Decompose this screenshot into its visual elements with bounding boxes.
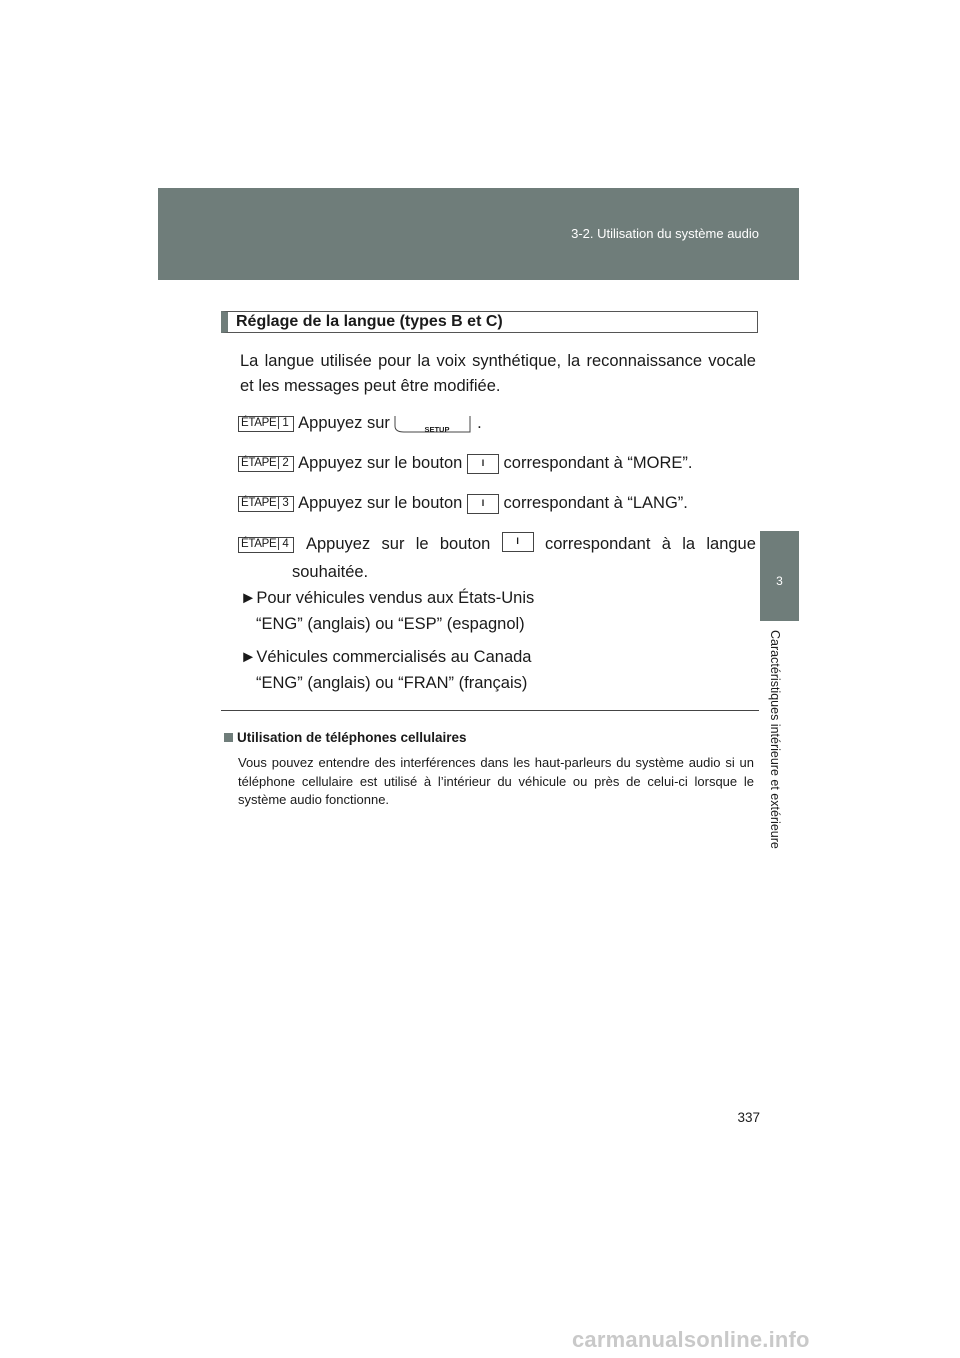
option-usa-value: “ENG” (anglais) ou “ESP” (espagnol): [256, 615, 525, 633]
step-2: ÉTAPE 2 Appuyez sur le bouton I correspondant à “MORE”.: [238, 451, 692, 476]
watermark: carmanualsonline.info: [572, 1327, 810, 1352]
option-canada: ►Véhicules commercialisés au Canada: [240, 648, 532, 666]
step-badge: ÉTAPE 4: [238, 537, 294, 553]
page-header: [158, 188, 799, 280]
arrow-right-icon: ►: [240, 589, 257, 607]
setup-button-icon: SETUP: [394, 414, 472, 434]
section-title: Réglage de la langue (types B et C): [221, 311, 758, 333]
step-4-continuation: souhaitée.: [292, 563, 369, 581]
option-usa: ►Pour véhicules vendus aux États-Unis: [240, 589, 535, 607]
option-canada-value: “ENG” (anglais) ou “FRAN” (français): [256, 674, 528, 692]
square-bullet-icon: [224, 733, 233, 742]
chapter-title-vertical: [768, 630, 788, 880]
step-4: ÉTAPE 4 Appuyez sur le bouton I correspondant à la langue: [238, 532, 756, 557]
preset-button-icon: I: [502, 532, 534, 552]
chapter-number: 3: [776, 574, 783, 588]
section-intro: La langue utilisée pour la voix synthétique, la reconnaissance vocale et les messages peut être modifiée.: [240, 352, 756, 395]
step-badge: ÉTAPE 2: [238, 456, 294, 472]
note-body: Vous pouvez entendre des interférences dans les haut-parleurs du système audio si un téléphone cellulaire est utilisé à l’intérieur du véhicule ou près de celui-ci lorsque le système audio fonctionne.: [238, 755, 754, 807]
chapter-title-text: Caractéristiques intérieure et extérieure: [768, 630, 782, 849]
header-section-title: 3-2. Utilisation du système audio: [571, 226, 759, 241]
note-title: Utilisation de téléphones cellulaires: [224, 730, 467, 745]
step-1-text: Appuyez sur: [298, 414, 390, 432]
preset-button-icon: I: [467, 454, 499, 474]
divider: [221, 710, 759, 711]
step-badge: ÉTAPE 1: [238, 416, 294, 432]
step-3: ÉTAPE 3 Appuyez sur le bouton I correspondant à “LANG”.: [238, 491, 688, 516]
step-1: ÉTAPE 1 Appuyez sur SETUP .: [238, 411, 482, 436]
page-number: 337: [737, 1110, 760, 1125]
step-badge: ÉTAPE 3: [238, 496, 294, 512]
arrow-right-icon: ►: [240, 648, 257, 666]
preset-button-icon: I: [467, 494, 499, 514]
